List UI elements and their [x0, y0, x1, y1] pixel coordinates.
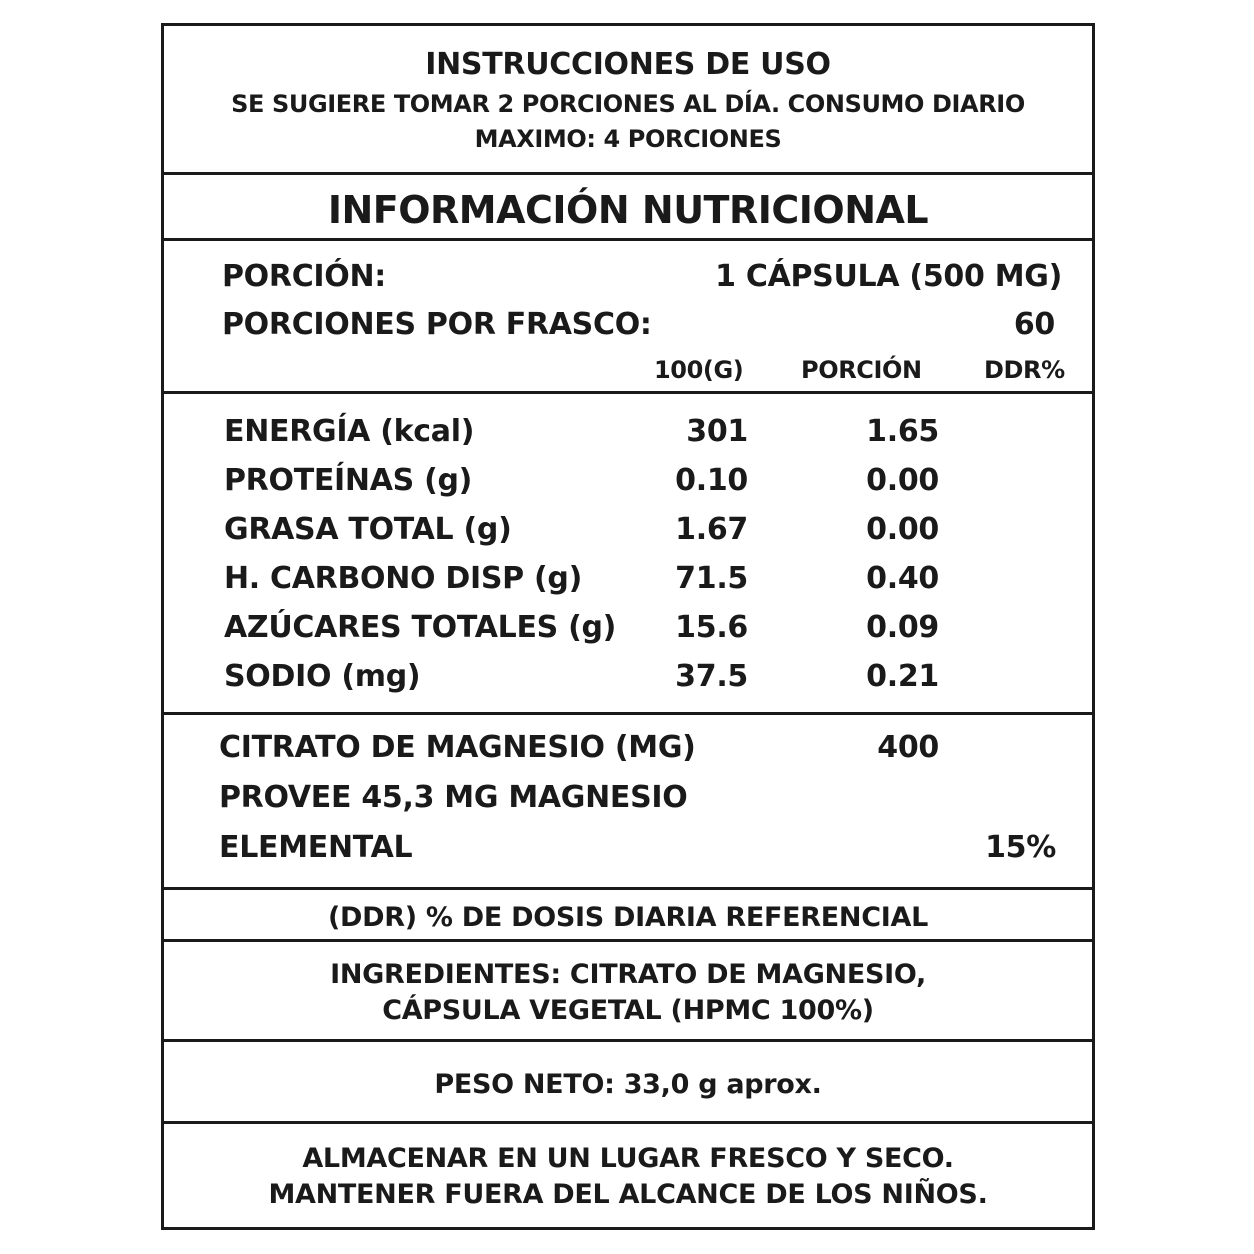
servings-per-container-value: 60 [1013, 307, 1055, 342]
instructions-line-2: MAXIMO: 4 PORCIONES [474, 125, 782, 153]
storage-line-2: MANTENER FUERA DEL ALCANCE DE LOS NIÑOS. [268, 1179, 988, 1210]
nutrient-per-100g: 71.5 [675, 561, 748, 596]
nutrient-per-portion: 0.21 [866, 659, 939, 694]
nutrient-per-portion: 1.65 [866, 414, 939, 449]
servings-per-container-label: PORCIONES POR FRASCO: [222, 307, 652, 342]
column-header-portion: PORCIÓN [801, 356, 922, 384]
magnesium-provides-line: PROVEE 45,3 MG MAGNESIO [219, 780, 688, 815]
nutrient-name: ENERGÍA (kcal) [224, 414, 475, 449]
divider [164, 712, 1092, 715]
nutrient-name: SODIO (mg) [224, 659, 421, 694]
net-weight: PESO NETO: 33,0 g aprox. [434, 1069, 822, 1100]
nutrient-per-100g: 15.6 [675, 610, 748, 645]
serving-size-value: 1 CÁPSULA (500 MG) [715, 259, 1062, 294]
nutrient-per-100g: 37.5 [675, 659, 748, 694]
ddr-note: (DDR) % DE DOSIS DIARIA REFERENCIAL [327, 902, 928, 933]
nutrient-per-portion: 0.00 [866, 463, 939, 498]
nutrition-label [161, 23, 1095, 1230]
nutrition-info-title: INFORMACIÓN NUTRICIONAL [327, 188, 929, 232]
column-header-100g: 100(G) [654, 356, 744, 384]
instructions-title: INSTRUCCIONES DE USO [425, 47, 831, 82]
nutrient-per-100g: 0.10 [675, 463, 748, 498]
magnesium-elemental-line: ELEMENTAL [219, 830, 413, 865]
nutrient-per-100g: 301 [686, 414, 748, 449]
serving-size-label: PORCIÓN: [222, 259, 386, 294]
nutrient-per-portion: 0.40 [866, 561, 939, 596]
magnesium-citrate-value: 400 [877, 730, 939, 765]
column-header-ddr: DDR% [984, 356, 1065, 384]
nutrient-name: PROTEÍNAS (g) [224, 463, 473, 498]
magnesium-citrate-label: CITRATO DE MAGNESIO (MG) [219, 730, 696, 765]
divider [164, 391, 1092, 394]
nutrient-per-portion: 0.09 [866, 610, 939, 645]
divider [164, 238, 1092, 241]
divider [164, 172, 1092, 175]
divider [164, 939, 1092, 942]
nutrient-per-portion: 0.00 [866, 512, 939, 547]
nutrient-name: H. CARBONO DISP (g) [224, 561, 583, 596]
storage-line-1: ALMACENAR EN UN LUGAR FRESCO Y SECO. [302, 1143, 954, 1174]
divider [164, 1121, 1092, 1124]
nutrient-name: AZÚCARES TOTALES (g) [224, 610, 617, 645]
ingredients-line-2: CÁPSULA VEGETAL (HPMC 100%) [382, 995, 874, 1026]
divider [164, 1039, 1092, 1042]
divider [164, 887, 1092, 890]
nutrient-per-100g: 1.67 [675, 512, 748, 547]
nutrient-name: GRASA TOTAL (g) [224, 512, 512, 547]
instructions-line-1: SE SUGIERE TOMAR 2 PORCIONES AL DÍA. CONSUMO DIARIO [231, 90, 1025, 118]
magnesium-ddr-value: 15% [985, 830, 1056, 865]
ingredients-line-1: INGREDIENTES: CITRATO DE MAGNESIO, [330, 959, 926, 990]
